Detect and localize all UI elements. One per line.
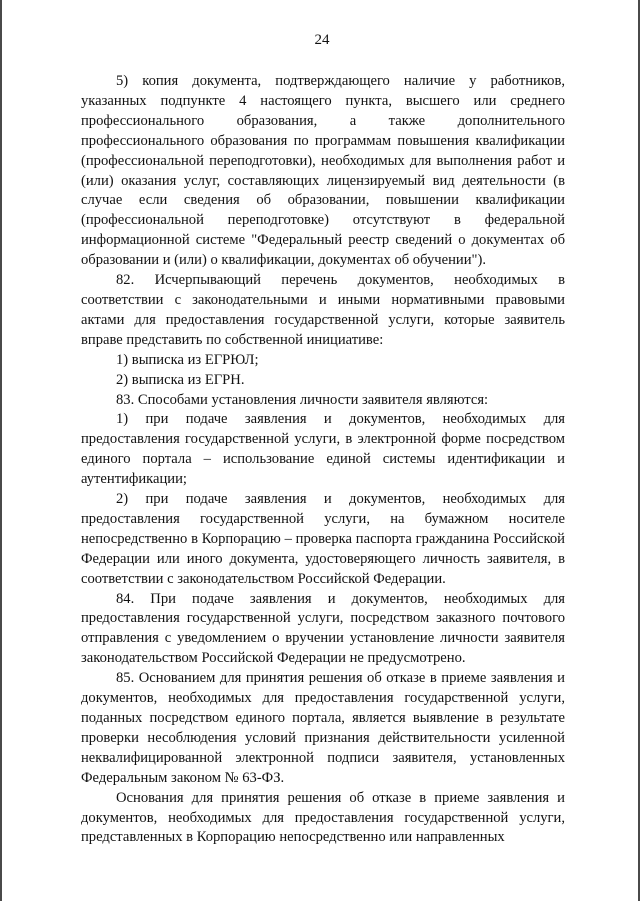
paragraph-82-optional-documents: 82. Исчерпывающий перечень документов, необходимых в соответствии с законодательными и иными нормативными правовыми актами для предоставления государственной услуги, которые заявитель вправе представить по собственной инициативе: bbox=[81, 272, 565, 348]
list-item-paper-identification: 2) при подаче заявления и документов, необходимых для предоставления государственной услуги, на бумажном носителе непосредственно в Корпорацию – проверка паспорта гражданина Российской Федерации или иного документа, удостоверяющего личность заявителя, в соответствии с законодательством Российской Федерации. bbox=[81, 491, 565, 587]
paragraph-84-postal-submission: 84. При подаче заявления и документов, необходимых для предоставления государственной услуги, посредством заказного почтового отправления с уведомлением о вручении установление личности заявителя законодательством Российской Федерации не предусмотрено. bbox=[81, 590, 565, 667]
document-body bbox=[81, 72, 565, 848]
list-item-electronic-identification: 1) при подаче заявления и документов, необходимых для предоставления государственной услуги, в электронной форме посредством единого портала – использование единой системы идентификации и аутентификации; bbox=[81, 411, 565, 488]
page-number: 24 bbox=[314, 32, 330, 48]
paragraph-85-refusal-grounds: 85. Основанием для принятия решения об отказе в приеме заявления и документов, необходимых для предоставления государственной услуги, поданных посредством единого портала, является выявление в результате проверки несоблюдения условий признания действительности усиленной неквалифицированной электронной подписи заявителя, установленных Федеральным законом № 63-ФЗ. bbox=[81, 670, 565, 786]
paragraph-refusal-grounds-continued: Основания для принятия решения об отказе в приеме заявления и документов, необходимых для предоставления государственной услуги, представленных в Корпорацию непосредственно или направленных bbox=[81, 789, 565, 846]
list-item-egrul-extract: 1) выписка из ЕГРЮЛ; bbox=[116, 351, 259, 368]
paragraph-83-identity-methods: 83. Способами установления личности заявителя являются: bbox=[116, 391, 489, 408]
paragraph-item-5-copy-of-education-document: 5) копия документа, подтверждающего наличие у работников, указанных подпункте 4 настоящего пункта, высшего или среднего профессионального образования, а также дополнительного профессионального образования по программам повышения квалификации (профессиональной переподготовки), необходимых для выполнения работ и (или) оказания услуг, составляющих лицензируемый вид деятельности (в случае если сведения об образовании, повышении квалификации (профессиональной переподготовке) отсутствуют в федеральной информационной системе "Федеральный реестр сведений о документах об образовании и (или) о квалификации, документах об обучении"). bbox=[81, 73, 565, 269]
list-item-egrn-extract: 2) выписка из ЕГРН. bbox=[116, 371, 245, 388]
